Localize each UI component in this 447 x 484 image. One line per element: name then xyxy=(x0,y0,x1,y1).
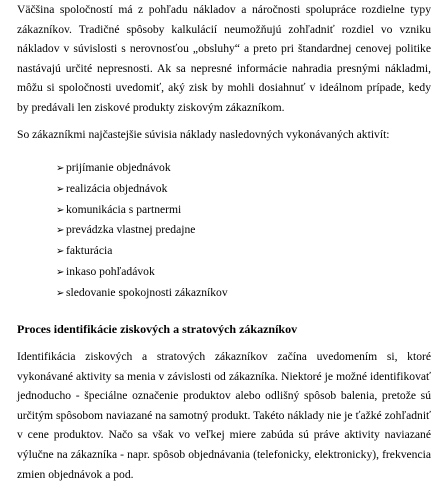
activities-list xyxy=(56,158,228,304)
arrow-bullet-icon: ➢ xyxy=(56,204,65,216)
list-item-text: prijímanie objednávok xyxy=(66,161,171,174)
list-item xyxy=(56,283,228,304)
list-item-text: prevádzka vlastnej predajne xyxy=(66,223,196,237)
list-item-text: komunikácia s partnermi xyxy=(66,202,182,216)
list-item xyxy=(56,262,228,283)
activities-intro-paragraph: So zákazníkmi najčastejšie súvisia náklady nasledovných vykonávaných aktivít: xyxy=(17,128,390,141)
identification-paragraph: Identifikácia ziskových a stratových zákazníkov začína uvedomením si, ktoré vykonávané aktivity sa menia v závislosti od zákazníka. Niektoré je možné identifikovať jednoducho - špeciálne označenie produktov alebo odlišný spôsob balenia, pretože sú určitým spôsobom naviazané na samotný produkt. Takéto náklady nie je ťažké zohľadniť v cene produktov. Načo sa však vo veľkej miere zabúda sú práve aktivity naviazané výlučne na zákazníka - napr. spôsob objednávania (telefonicky, elektronicky), frekvencia zmien objednávok a pod. xyxy=(17,350,431,481)
section-heading: Proces identifikácie ziskových a stratových zákazníkov xyxy=(17,322,298,336)
list-item xyxy=(56,200,228,221)
arrow-bullet-icon: ➢ xyxy=(56,246,65,258)
arrow-bullet-icon: ➢ xyxy=(56,266,65,278)
arrow-bullet-icon: ➢ xyxy=(56,287,65,299)
list-item-text: inkaso pohľadávok xyxy=(66,264,155,278)
list-item xyxy=(56,158,228,179)
arrow-bullet-icon: ➢ xyxy=(56,183,65,195)
list-item-text: realizácia objednávok xyxy=(66,181,168,195)
intro-paragraph: Väčšina spoločností má z pohľadu nákladov a náročnosti spolupráce rozdielne typy zákazníkov. Tradičné spôsoby kalkulácií neumožňujú zohľadniť rozdiel vo vzniku nákladov v súvislosti s nerovnosťou „obsluhy“ a preto pri štandardnej cenovej politike nastávajú určité nepresnosti. Ak sa nepresné informácie nahradia presnými nákladmi, môžu si spoločnosti uvedomiť, aký zisk by mohli dosiahnuť v ideálnom prípade, kedy by predávali len ziskové produkty ziskovým zákazníkom. xyxy=(17,3,431,114)
list-item-text: fakturácia xyxy=(66,244,113,258)
list-item xyxy=(56,220,228,241)
arrow-bullet-icon: ➢ xyxy=(56,163,65,174)
list-item-text: sledovanie spokojnosti zákazníkov xyxy=(66,285,228,299)
list-item xyxy=(56,179,228,200)
list-item xyxy=(56,241,228,262)
arrow-bullet-icon: ➢ xyxy=(56,225,65,237)
